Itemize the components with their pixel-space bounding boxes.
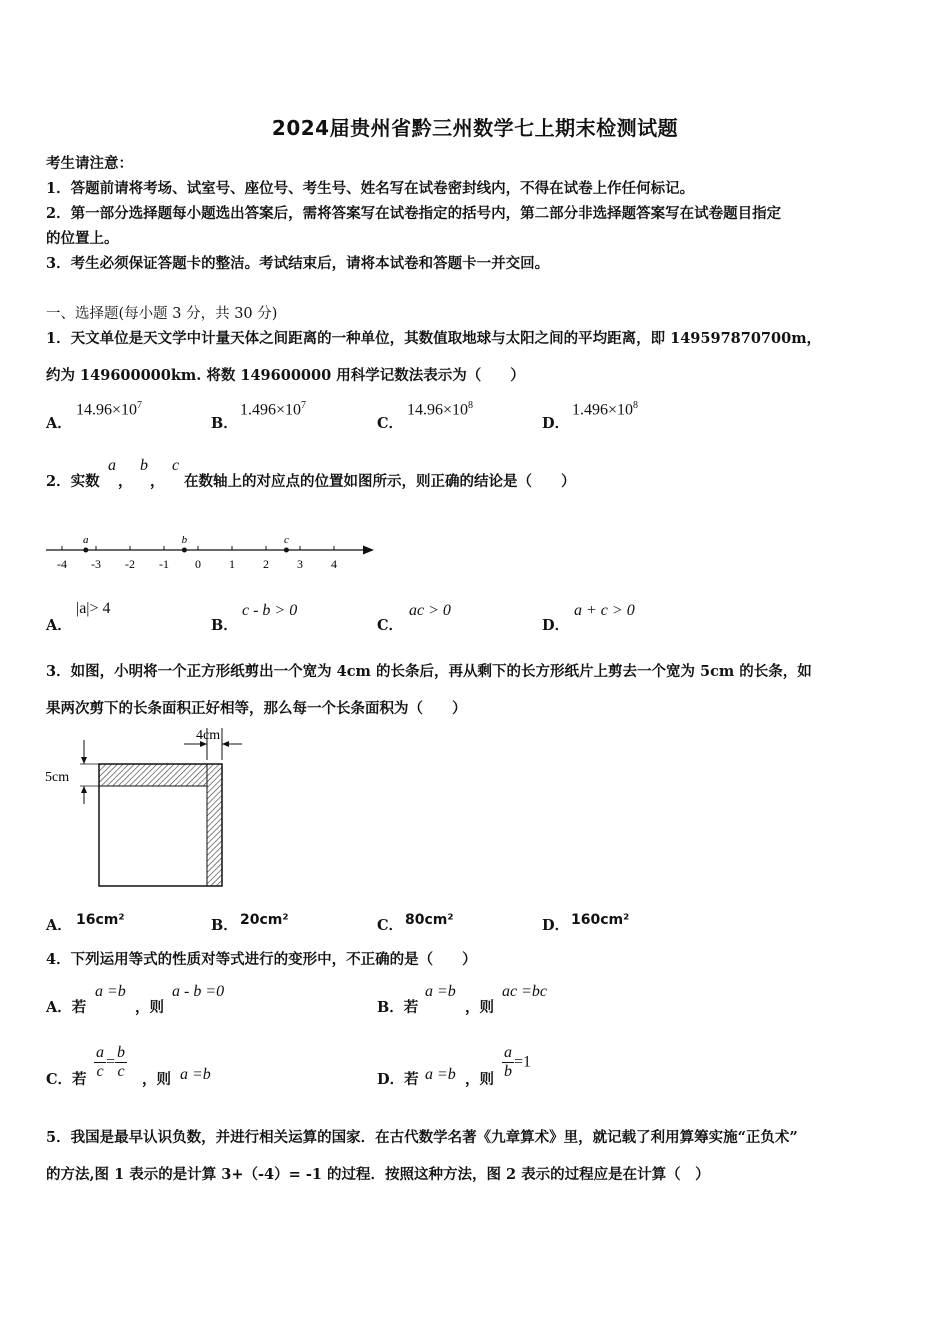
q3-option-c-label: C．: [377, 917, 404, 934]
q3-line1: 3．如图，小明将一个正方形纸剪出一个宽为 4cm 的长条后，再从剩下的长方形纸片上剪去一个宽为 5cm 的长条，如: [46, 663, 812, 680]
q4-d-then: ，则: [465, 1071, 494, 1088]
q1-option-c-label: C．: [377, 415, 404, 432]
q4-c-den1: c: [96, 1063, 104, 1080]
q2-option-c-label: C．: [377, 617, 404, 634]
q3-option-d: 160cm²: [571, 912, 630, 928]
q2-option-d-label: D．: [542, 617, 570, 634]
notice-heading: 考生请注意：: [46, 155, 133, 172]
number-line-figure: [40, 526, 380, 572]
q1-option-a-label: A．: [46, 415, 72, 432]
arrow-down-icon: [81, 757, 87, 764]
q1-line2: 约为 149600000km. 将数 149600000 用科学记数法表示为（ ）: [46, 367, 525, 384]
q3-option-c: 80cm²: [405, 912, 454, 928]
q5-line1: 5．我国是最早认识负数，并进行相关运算的国家．在古代数学名著《九章算术》里，就记载了利用算筹实施“正负术”: [46, 1129, 798, 1146]
number-line-tick-label: 3: [297, 557, 303, 571]
label-4cm: 4cm: [196, 728, 221, 743]
strip-5cm: [99, 764, 207, 786]
q2-sep-2: ，: [150, 473, 165, 490]
notice-item-1: 1．答题前请将考场、试室号、座位号、考生号、姓名写在试卷密封线内，不得在试卷上作任何标记。: [46, 180, 695, 197]
q4-d-label: D．若: [377, 1071, 419, 1088]
q4-b-res: ac =bc: [502, 983, 547, 1000]
q2-option-a-label: A．: [46, 617, 72, 634]
q3-option-b-label: B．: [211, 917, 238, 934]
number-line-tick-label: -3: [91, 557, 101, 571]
q2-option-d: a + c > 0: [574, 602, 635, 619]
q2-var-a: a: [108, 457, 116, 474]
q2-sep-1: ，: [118, 473, 133, 490]
q1-option-b: $1.496\times 10^7$: [240, 400, 307, 419]
section-heading: 一、选择题(每小题 3 分，共 30 分): [46, 306, 278, 322]
number-line-point-a: [83, 548, 88, 553]
arrow-left-icon: [222, 741, 229, 747]
q2-var-b: b: [140, 457, 148, 474]
number-line-tick-label: 4: [331, 557, 337, 571]
q4-d-fraction: [502, 1044, 531, 1081]
q4-c-eq: =: [106, 1053, 116, 1071]
q4-a-label: A．若: [46, 999, 87, 1016]
q5-line2: 的方法,图 1 表示的是计算 3+（-4）= -1 的过程．按照这种方法，图 2 表示的过程应是在计算（ ）: [46, 1166, 710, 1183]
q1-line1: 1．天文单位是天文学中计量天体之间距离的一种单位，其数值取地球与太阳之间的平均距离，即 149597870700m，: [46, 330, 822, 347]
q4-c-fractions: [94, 1044, 127, 1081]
number-line-point-label: a: [83, 534, 89, 546]
q4-c-num1: a: [96, 1044, 104, 1061]
q4-d-cond: a =b: [425, 1066, 456, 1083]
arrow-up-icon: [81, 786, 87, 793]
q4-a-then: ，则: [135, 999, 164, 1016]
q4-d-den: b: [504, 1063, 512, 1080]
q4-a-cond: a =b: [95, 983, 126, 1000]
page-title: 2024届贵州省黔三州数学七上期末检测试题: [271, 116, 679, 140]
q2-var-c: c: [172, 457, 180, 474]
number-line-point-b: [182, 548, 187, 553]
square-cut-figure: [44, 724, 249, 894]
q4-d-res: =1: [514, 1053, 532, 1071]
q4-c-label: C．若: [46, 1071, 87, 1088]
q4-b-then: ，则: [465, 999, 494, 1016]
notice-item-2-cont: 的位置上。: [46, 230, 119, 247]
q4-b-cond: a =b: [425, 983, 456, 1000]
number-line-point-c: [284, 548, 289, 553]
q4-b-label: B．若: [377, 999, 419, 1016]
number-line-tick-label: 1: [229, 557, 235, 571]
q4-a-res: a - b =0: [172, 983, 225, 1000]
q4-c-num2: b: [117, 1044, 126, 1061]
q4-c-res: a =b: [180, 1066, 211, 1083]
q1-option-a: $14.96\times 10^7$: [76, 400, 143, 419]
q3-option-a: 16cm²: [76, 912, 125, 928]
q3-option-b: 20cm²: [240, 912, 289, 928]
q1-option-d: $1.496\times 10^8$: [572, 400, 639, 419]
notice-item-3: 3．考生必须保证答题卡的整洁。考试结束后，请将本试卷和答题卡一并交回。: [46, 255, 550, 272]
q4-c-den2: c: [117, 1063, 125, 1080]
q1-option-b-label: B．: [211, 415, 238, 432]
q4-d-num: a: [504, 1044, 512, 1061]
q2-prefix: 2．实数: [46, 473, 100, 490]
strip-4cm: [207, 764, 222, 886]
number-line-point-label: c: [283, 534, 289, 546]
q4-c-then: ，则: [142, 1071, 171, 1088]
number-line-tick-label: -2: [125, 557, 135, 571]
number-line-arrow-icon: [363, 546, 374, 555]
q2-option-b: c - b > 0: [242, 602, 298, 619]
q2-suffix: 在数轴上的对应点的位置如图所示，则正确的结论是（ ）: [184, 473, 576, 490]
q1-option-c: $14.96\times 10^8$: [407, 400, 474, 419]
number-line-tick-label: 0: [195, 557, 201, 571]
q3-option-a-label: A．: [46, 917, 72, 934]
q2-option-c: ac > 0: [409, 602, 451, 619]
q3-line2: 果两次剪下的长条面积正好相等，那么每一个长条面积为（ ）: [46, 700, 467, 717]
number-line-tick-label: 2: [263, 557, 269, 571]
number-line-point-label: b: [181, 534, 188, 546]
q1-option-d-label: D．: [542, 415, 570, 432]
label-5cm: 5cm: [45, 770, 70, 785]
q2-option-b-label: B．: [211, 617, 238, 634]
number-line-tick-label: -4: [57, 557, 67, 571]
q4-text: 4．下列运用等式的性质对等式进行的变形中，不正确的是（ ）: [46, 951, 477, 968]
q3-option-d-label: D．: [542, 917, 570, 934]
q2-option-a: |a|> 4: [76, 600, 111, 617]
notice-item-2: 2．第一部分选择题每小题选出答案后，需将答案写在试卷指定的括号内，第二部分非选择题答案写在试卷题目指定: [46, 205, 782, 222]
number-line-tick-label: -1: [159, 557, 169, 571]
